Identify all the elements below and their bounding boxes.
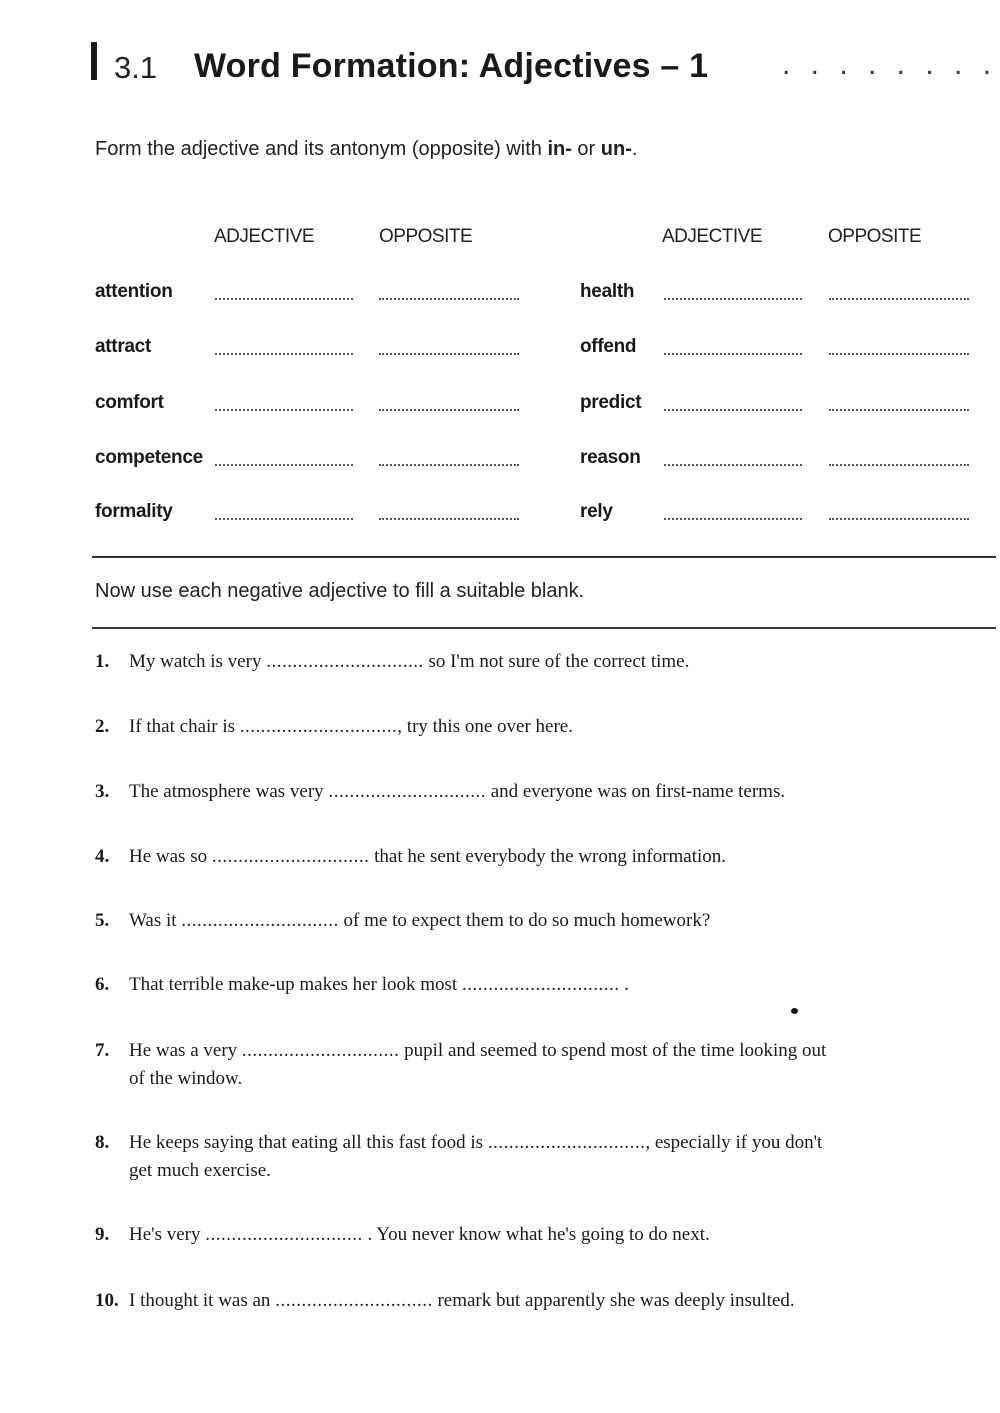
- sentence-text-after: , especially if you don't: [645, 1132, 823, 1153]
- word-offend: offend: [580, 336, 637, 357]
- word-health: health: [580, 281, 635, 302]
- sentence-blank[interactable]: ..............................: [241, 1040, 400, 1061]
- blank-opposite-offend[interactable]: [829, 353, 969, 355]
- sentence-7-continuation: of the window.: [129, 1068, 243, 1089]
- sentence-blank[interactable]: ..............................: [205, 1224, 363, 1245]
- sentence-text-after: , try this one over here.: [397, 716, 573, 737]
- header-opposite-right: OPPOSITE: [828, 226, 922, 247]
- blank-opposite-formality[interactable]: [379, 518, 519, 520]
- sentence-text-after: of me to expect them to do so much homework?: [338, 910, 711, 931]
- ink-speck: [791, 1008, 798, 1014]
- sentence-text-after: so I'm not sure of the correct time.: [423, 651, 690, 672]
- sentence-number: 9.: [95, 1224, 110, 1245]
- sentence-blank[interactable]: ..............................: [461, 974, 620, 995]
- sentence-3: [95, 781, 785, 803]
- word-reason: reason: [580, 447, 641, 468]
- page-title: Word Formation: Adjectives – 1: [194, 47, 709, 85]
- blank-adjective-competence[interactable]: [215, 464, 353, 466]
- blank-opposite-rely[interactable]: [829, 518, 969, 520]
- sentence-number: 2.: [95, 716, 110, 737]
- sentence-text-before: If that chair is: [129, 716, 240, 737]
- sentence-text-after: remark but apparently she was deeply insulted.: [432, 1290, 795, 1311]
- sentence-text-before: Was it: [129, 910, 182, 931]
- blank-adjective-rely[interactable]: [664, 518, 802, 520]
- sentence-5: [95, 910, 710, 932]
- blank-adjective-health[interactable]: [664, 298, 802, 300]
- instruction-prefix: Form the adjective and its antonym (opposite) with: [95, 138, 548, 160]
- sentence-number: 3.: [95, 781, 110, 802]
- sentence-text-before: I thought it was an: [129, 1290, 276, 1311]
- sentence-text-before: He's very: [129, 1224, 206, 1245]
- sentence-1: [95, 651, 689, 673]
- divider-bottom: [92, 627, 996, 629]
- blank-opposite-attention[interactable]: [379, 298, 519, 300]
- sentence-text-before: He was a very: [129, 1040, 242, 1061]
- sentence-blank[interactable]: ..............................: [266, 651, 424, 672]
- blank-opposite-comfort[interactable]: [379, 409, 519, 411]
- sentence-text-before: The atmosphere was very: [129, 781, 329, 802]
- sentence-text-after: . You never know what he's going to do next.: [362, 1224, 710, 1245]
- blank-opposite-predict[interactable]: [829, 409, 969, 411]
- sentence-10: [95, 1290, 795, 1312]
- sentence-6: [95, 974, 629, 996]
- title-bar-mark: [91, 42, 97, 80]
- sentence-4: [95, 846, 726, 868]
- blank-adjective-comfort[interactable]: [215, 409, 353, 411]
- sentence-blank[interactable]: ..............................: [275, 1290, 433, 1311]
- sentence-9: [95, 1224, 710, 1246]
- sentence-8-continuation: get much exercise.: [129, 1160, 271, 1181]
- blank-adjective-attention[interactable]: [215, 298, 353, 300]
- sentence-8: [95, 1132, 822, 1154]
- word-comfort: comfort: [95, 392, 164, 413]
- sentence-blank[interactable]: ..............................: [181, 910, 339, 931]
- blank-opposite-health[interactable]: [829, 298, 969, 300]
- sentence-number: 7.: [95, 1040, 110, 1061]
- sentence-number: 6.: [95, 974, 110, 995]
- sentence-blank[interactable]: ..............................: [211, 846, 370, 867]
- sentence-text-after: pupil and seemed to spend most of the time looking out: [399, 1040, 827, 1061]
- header-adjective-left: ADJECTIVE: [214, 226, 315, 247]
- sentence-text-after: and everyone was on first-name terms.: [485, 781, 786, 802]
- sentence-2: [95, 716, 573, 738]
- word-predict: predict: [580, 392, 642, 413]
- word-competence: competence: [95, 447, 203, 468]
- word-attention: attention: [95, 281, 173, 302]
- sentence-blank[interactable]: ..............................: [239, 716, 398, 737]
- sentence-number: 1.: [95, 651, 110, 672]
- divider-top: [92, 556, 996, 558]
- instruction-suffix: .: [631, 138, 638, 160]
- blank-opposite-competence[interactable]: [379, 464, 519, 466]
- header-opposite-left: OPPOSITE: [379, 226, 473, 247]
- prefix-un: un-: [600, 138, 632, 160]
- instruction-fill-blank: Now use each negative adjective to fill a suitable blank.: [95, 580, 585, 602]
- sentence-number: 4.: [95, 846, 110, 867]
- instruction-or: or: [571, 138, 601, 160]
- sentence-text-before: That terrible make-up makes her look most: [129, 974, 462, 995]
- sentence-text-before: My watch is very: [129, 651, 267, 672]
- blank-opposite-reason[interactable]: [829, 464, 969, 466]
- sentence-text-after: .: [619, 974, 629, 995]
- sentence-number: 5.: [95, 910, 110, 931]
- word-rely: rely: [580, 501, 613, 522]
- sentence-text-after: that he sent everybody the wrong information.: [369, 846, 727, 867]
- instruction-form: [95, 138, 637, 161]
- sentence-blank[interactable]: ..............................: [328, 781, 486, 802]
- sentence-number: 10.: [95, 1290, 119, 1311]
- sentence-text-before: He was so: [129, 846, 212, 867]
- blank-adjective-predict[interactable]: [664, 409, 802, 411]
- word-attract: attract: [95, 336, 151, 357]
- sentence-7: [95, 1040, 826, 1062]
- header-adjective-right: ADJECTIVE: [662, 226, 763, 247]
- blank-adjective-attract[interactable]: [215, 353, 353, 355]
- blank-adjective-formality[interactable]: [215, 518, 353, 520]
- blank-opposite-attract[interactable]: [379, 353, 519, 355]
- blank-adjective-offend[interactable]: [664, 353, 802, 355]
- section-number: 3.1: [114, 50, 158, 85]
- blank-adjective-reason[interactable]: [664, 464, 802, 466]
- sentence-text-before: He keeps saying that eating all this fast food is: [129, 1132, 488, 1153]
- title-dots: . . . . . . . .: [782, 48, 998, 81]
- word-formality: formality: [95, 501, 173, 522]
- sentence-blank[interactable]: ..............................: [487, 1132, 646, 1153]
- prefix-in: in-: [547, 138, 572, 160]
- sentence-number: 8.: [95, 1132, 110, 1153]
